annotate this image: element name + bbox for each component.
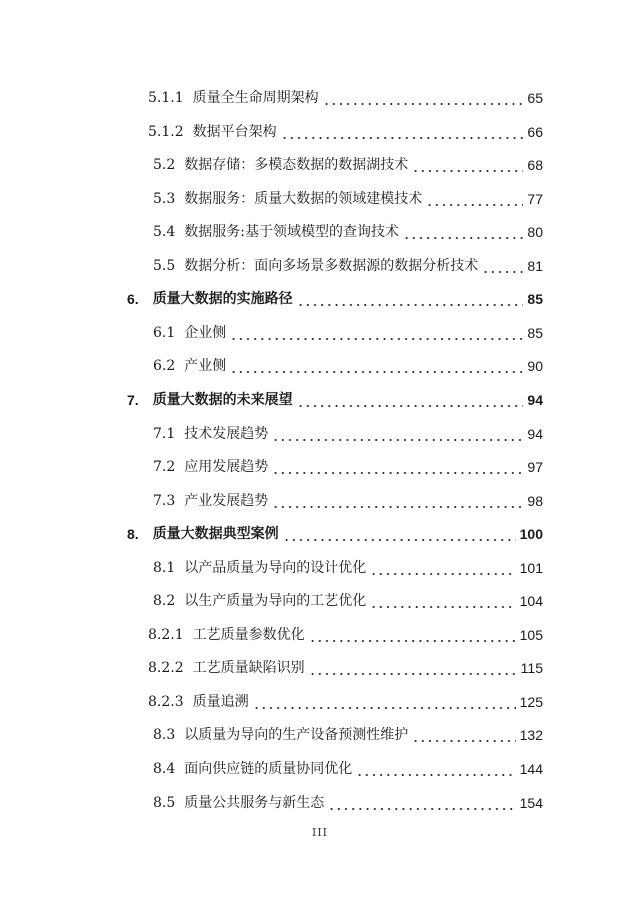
dot-leader [403, 223, 523, 241]
toc-entry-number: 8.2.2 [148, 660, 184, 676]
toc-entry-number: 7.2 [153, 459, 176, 475]
toc-entry-number: 8.3 [153, 727, 176, 743]
toc-entry-number: 7. [127, 392, 139, 408]
dot-leader [283, 525, 516, 543]
toc-entry[interactable] [0, 117, 640, 141]
toc-entry[interactable] [0, 351, 640, 375]
dot-leader [328, 794, 515, 812]
dot-leader [323, 89, 524, 107]
dot-leader [482, 257, 523, 275]
toc-entry-page: 104 [519, 593, 543, 609]
toc-entry[interactable] [0, 788, 640, 812]
toc-entry[interactable] [0, 217, 640, 241]
toc-entry-title: 产业侧 [184, 358, 227, 374]
toc-entry-title: 质量全生命周期架构 [192, 90, 319, 106]
dot-leader [297, 290, 524, 308]
dot-leader [370, 592, 515, 610]
dot-leader [297, 391, 524, 409]
toc-entry-title: 数据存储：多模态数据的数据湖技术 [184, 157, 409, 173]
toc-entry-page: 81 [527, 258, 543, 274]
toc-entry-number: 8.5 [153, 795, 176, 811]
toc-entry-title: 质量大数据典型案例 [152, 526, 279, 542]
dot-leader [230, 357, 523, 375]
toc-entry-title: 面向供应链的质量协同优化 [184, 761, 353, 777]
toc-entry[interactable] [0, 486, 640, 510]
toc-entry[interactable] [0, 284, 640, 308]
dot-leader [309, 659, 517, 677]
toc-entry[interactable] [0, 318, 640, 342]
toc-entry[interactable] [0, 452, 640, 476]
toc-entry-title: 产业发展趋势 [184, 493, 269, 509]
dot-leader [309, 626, 516, 644]
toc-entry[interactable] [0, 83, 640, 107]
toc-entry-title: 企业侧 [184, 325, 227, 341]
toc-entry-page: 68 [527, 157, 543, 173]
toc-entry-number: 5.3 [153, 191, 176, 207]
toc-entry-page: 66 [527, 124, 543, 140]
dot-leader [426, 190, 523, 208]
toc-entry-page: 144 [519, 761, 543, 777]
toc-entry-number: 8.2.1 [148, 627, 184, 643]
toc-entry-number: 5.1.1 [148, 90, 184, 106]
toc-entry-title: 质量大数据的未来展望 [152, 392, 293, 408]
toc-entry-page: 65 [527, 90, 543, 106]
toc-entry[interactable] [0, 385, 640, 409]
dot-leader [281, 123, 524, 141]
toc-entry-number: 8.4 [153, 761, 176, 777]
dot-leader [272, 425, 523, 443]
toc-entry[interactable] [0, 620, 640, 644]
dot-leader [412, 156, 523, 174]
toc-entry-number: 7.3 [153, 493, 176, 509]
toc-entry-page: 132 [519, 727, 543, 743]
toc-entry-title: 以产品质量为导向的设计优化 [184, 560, 367, 576]
toc-entry-number: 5.4 [153, 224, 176, 240]
toc-entry[interactable] [0, 419, 640, 443]
toc-entry-title: 以生产质量为导向的工艺优化 [184, 593, 367, 609]
toc-entry-title: 质量公共服务与新生态 [184, 795, 325, 811]
toc-entry-page: 94 [527, 392, 543, 408]
toc-entry-title: 工艺质量参数优化 [192, 627, 305, 643]
toc-entry[interactable] [0, 184, 640, 208]
toc-entry-page: 94 [527, 426, 543, 442]
toc-entry[interactable] [0, 754, 640, 778]
dot-leader [253, 693, 516, 711]
toc-entry-page: 98 [527, 493, 543, 509]
toc-entry-page: 154 [519, 795, 543, 811]
toc-entry-page: 77 [527, 191, 543, 207]
toc-entry-page: 85 [527, 291, 543, 307]
toc-entry[interactable] [0, 653, 640, 677]
toc-entry[interactable] [0, 519, 640, 543]
toc-entry-page: 105 [519, 627, 543, 643]
dot-leader [370, 559, 515, 577]
toc-entry-title: 技术发展趋势 [184, 426, 269, 442]
toc-entry-page: 90 [527, 358, 543, 374]
toc-entry-page: 101 [519, 560, 543, 576]
toc-entry-title: 应用发展趋势 [184, 459, 269, 475]
toc-entry-number: 8. [127, 526, 139, 542]
toc-entry-title: 数据分析：面向多场景多数据源的数据分析技术 [184, 258, 479, 274]
page-number: III [311, 826, 329, 839]
toc-entry-number: 8.2 [153, 593, 176, 609]
toc-entry-number: 8.1 [153, 560, 176, 576]
dot-leader [356, 760, 515, 778]
toc-entry-title: 数据服务:基于领域模型的查询技术 [184, 224, 399, 240]
toc-entry-number: 6.2 [153, 358, 176, 374]
toc-entry-page: 85 [527, 325, 543, 341]
toc-entry[interactable] [0, 553, 640, 577]
toc-entry-number: 7.1 [153, 426, 176, 442]
toc-entry-title: 工艺质量缺陷识别 [192, 660, 305, 676]
toc-entry-page: 115 [520, 660, 543, 676]
toc-entry-number: 5.2 [153, 157, 176, 173]
dot-leader [272, 458, 523, 476]
dot-leader [412, 726, 515, 744]
toc-entry-number: 6.1 [153, 325, 176, 341]
toc-entry-title: 质量大数据的实施路径 [152, 291, 293, 307]
toc-entry[interactable] [0, 720, 640, 744]
toc-entry-title: 以质量为导向的生产设备预测性维护 [184, 727, 409, 743]
toc-entry-page: 97 [527, 459, 543, 475]
toc-entry-title: 数据服务：质量大数据的领域建模技术 [184, 191, 423, 207]
toc-entry-page: 100 [519, 526, 543, 542]
toc-entry-page: 80 [527, 224, 543, 240]
dot-leader [272, 492, 523, 510]
toc-entry[interactable] [0, 687, 640, 711]
toc-entry[interactable] [0, 251, 640, 275]
toc-entry-number: 5.5 [153, 258, 176, 274]
toc-entry-number: 6. [127, 291, 139, 307]
toc-entry[interactable] [0, 150, 640, 174]
dot-leader [230, 324, 523, 342]
toc-entry-number: 8.2.3 [148, 694, 184, 710]
toc-entry-page: 125 [519, 694, 543, 710]
toc-entry-title: 数据平台架构 [192, 124, 277, 140]
toc-entry-title: 质量追溯 [192, 694, 249, 710]
toc-entry-number: 5.1.2 [148, 124, 184, 140]
toc-entry[interactable] [0, 586, 640, 610]
